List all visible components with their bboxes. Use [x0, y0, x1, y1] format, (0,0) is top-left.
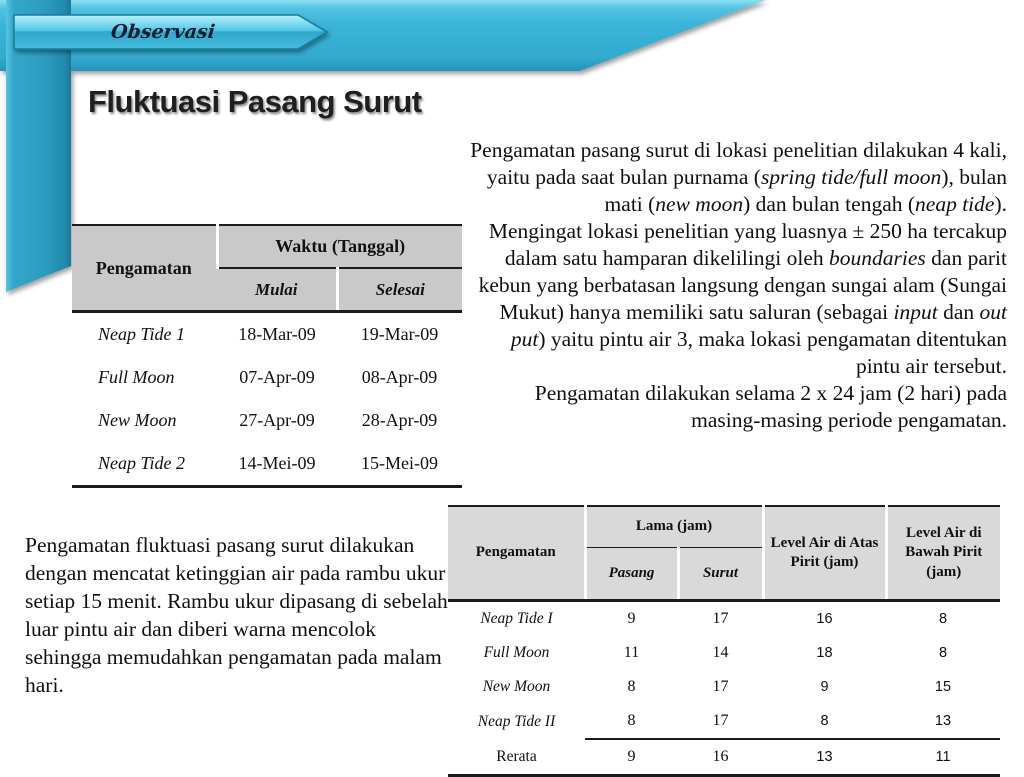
- observation-label: Neap Tide 2: [98, 453, 186, 473]
- table-row: [448, 739, 1000, 776]
- schedule-header-mulai: Mulai: [217, 268, 337, 312]
- observation-label: Rerata: [496, 747, 537, 765]
- duration-table-body: [448, 601, 1000, 776]
- date-selesai: 28-Apr-09: [361, 410, 438, 430]
- italic-text-run: out put: [510, 300, 1007, 351]
- duration-header-level-atas: Level Air di Atas Pirit (jam): [763, 506, 886, 601]
- observasi-tab-label[interactable]: Observasi: [109, 21, 217, 43]
- italic-text-run: new moon: [655, 192, 744, 216]
- value-cell: 9: [627, 610, 636, 627]
- italic-text-run: input: [893, 300, 938, 324]
- value-cell: 8: [938, 611, 948, 627]
- schedule-header-selesai: Selesai: [337, 268, 462, 312]
- text-run: Pengamatan dilakukan selama 2 x 24 jam (2 hari) pada masing-masing periode pengamatan.: [534, 381, 1007, 432]
- paragraph: [462, 218, 1007, 380]
- table-row: [72, 399, 462, 442]
- value-cell: 8: [627, 678, 636, 695]
- text-run: ) yaitu pintu air 3, maka lokasi pengamatan ditentukan pintu air tersebut.: [538, 327, 1007, 378]
- value-cell: 13: [763, 739, 886, 776]
- value-cell: 16: [678, 739, 763, 776]
- schedule-header-waktu: Waktu (Tanggal): [217, 225, 462, 268]
- duration-header-surut: Surut: [678, 548, 763, 601]
- table-row: [448, 670, 1000, 704]
- value-cell: 8: [627, 712, 636, 729]
- duration-header-pengamatan: Pengamatan: [448, 506, 585, 601]
- method-paragraph: Pengamatan fluktuasi pasang surut dilakukan dengan mencatat ketinggian air pada rambu ukur setiap 15 menit. Rambu ukur dipasang di sebelah luar pintu air dan diberi warna mencolok sehingga memudahkan pengamatan pada malam hari.: [25, 533, 448, 697]
- paragraph: [462, 380, 1007, 434]
- italic-text-run: boundaries: [829, 246, 926, 270]
- observation-label: Neap Tide 1: [98, 324, 186, 344]
- duration-header-lama: Lama (jam): [585, 506, 763, 548]
- value-cell: 17: [712, 678, 729, 695]
- italic-text-run: neap tide: [915, 192, 995, 216]
- observation-label: Full Moon: [98, 367, 175, 387]
- duration-table: [448, 505, 1000, 777]
- table-row: [448, 636, 1000, 670]
- date-selesai: 15-Mei-09: [361, 453, 438, 473]
- date-mulai: 07-Apr-09: [239, 367, 315, 387]
- value-cell: 8: [938, 645, 948, 661]
- value-cell: 17: [712, 610, 729, 627]
- text-run: ) dan bulan tengah (: [743, 192, 916, 216]
- schedule-table: [72, 224, 462, 488]
- value-cell: 14: [712, 644, 729, 661]
- intro-paragraph: [462, 137, 1007, 434]
- value-cell: 11: [886, 739, 1000, 776]
- date-selesai: 19-Mar-09: [360, 324, 439, 344]
- value-cell: 11: [623, 644, 640, 661]
- table-row: [72, 442, 462, 487]
- table-row: [72, 356, 462, 399]
- value-cell: 15: [934, 679, 952, 695]
- date-selesai: 08-Apr-09: [361, 367, 438, 387]
- observation-label: New Moon: [482, 678, 551, 695]
- text-run: ), bulan mati (: [604, 165, 1007, 216]
- text-run: dan: [937, 300, 980, 324]
- page-title: Fluktuasi Pasang Surut: [88, 84, 422, 119]
- observation-label: Neap Tide II: [477, 712, 556, 730]
- table-row: [448, 601, 1000, 637]
- text-run: ).: [994, 192, 1007, 216]
- observation-label: New Moon: [98, 410, 177, 430]
- schedule-table-body: [72, 312, 462, 487]
- text-run: Pengamatan pasang surut di lokasi penelitian dilakukan 4 kali, yaitu pada saat bulan purnama (: [470, 138, 1007, 189]
- value-cell: 9: [820, 679, 829, 695]
- date-mulai: 14-Mei-09: [238, 453, 316, 473]
- italic-text-run: spring tide/full moon: [760, 165, 942, 189]
- table-row: [72, 312, 462, 357]
- schedule-table-header: [72, 225, 462, 312]
- value-cell: 18: [816, 645, 833, 661]
- text-run: Mengingat lokasi penelitian yang luasnya ± 250 ha tercakup dalam satu hamparan dikelilingi oleh: [488, 219, 1007, 270]
- duration-header-level-bawah: Level Air di Bawah Pirit (jam): [886, 506, 1000, 601]
- text-run: dan parit kebun yang berbatasan langsung dengan sungai alam (Sungai Mukut) hanya memiliki satu saluran (sebagai: [478, 246, 1007, 324]
- table-row: [448, 704, 1000, 739]
- schedule-header-pengamatan: Pengamatan: [72, 225, 217, 312]
- observation-label: Neap Tide I: [480, 610, 553, 627]
- duration-table-header: [448, 506, 1000, 601]
- value-cell: 16: [816, 611, 833, 627]
- value-cell: 9: [585, 739, 678, 776]
- value-cell: 17: [712, 712, 729, 729]
- value-cell: 13: [934, 713, 952, 729]
- date-mulai: 18-Mar-09: [238, 324, 316, 344]
- value-cell: 8: [820, 713, 829, 729]
- duration-header-pasang: Pasang: [585, 548, 678, 601]
- observation-label: Full Moon: [483, 644, 550, 661]
- paragraph: [462, 137, 1007, 218]
- date-mulai: 27-Apr-09: [239, 410, 315, 430]
